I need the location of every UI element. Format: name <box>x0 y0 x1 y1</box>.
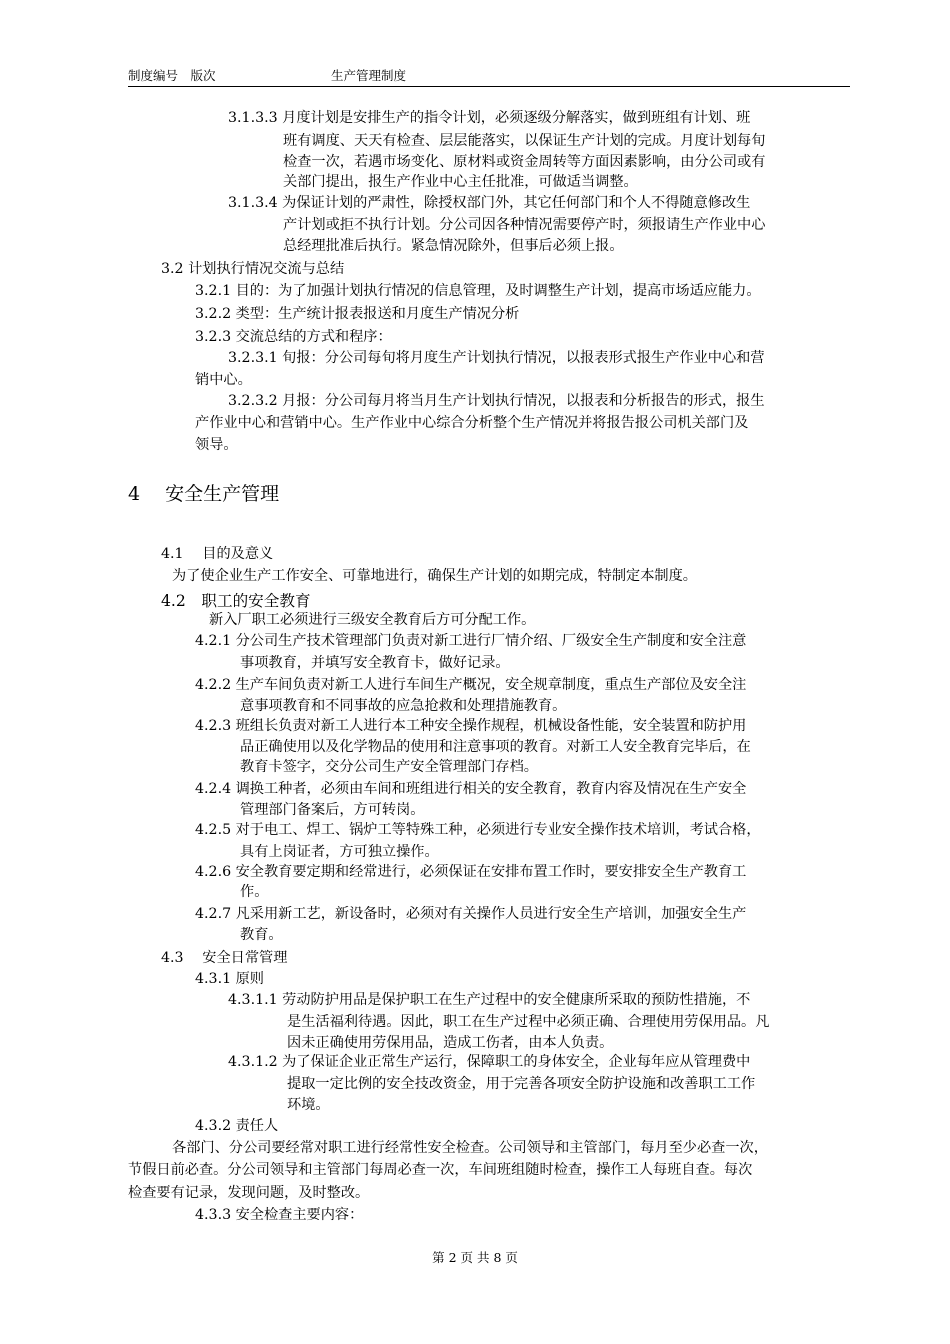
para-line: 4.2.6 安全教育要定期和经常进行，必须保证在安排布置工作时，要安排安全生产教育工 <box>195 864 747 880</box>
section-heading: 4.3 安全日常管理 <box>161 950 288 966</box>
para-line: 管理部门备案后，方可转岗。 <box>240 802 425 818</box>
para-line: 3.2.2 类型：生产统计报表报送和月度生产情况分析 <box>195 306 520 322</box>
para-line: 4.3.3 安全检查主要内容： <box>195 1207 364 1223</box>
para-line: 3.1.3.4 为保证计划的严肃性，除授权部门外，其它任何部门和个人不得随意修改生 <box>228 195 751 211</box>
para-line: 检查一次，若遇市场变化、原材料或资金周转等方面因素影响，由分公司或有 <box>283 154 766 170</box>
para-line: 提取一定比例的安全技改资金，用于完善各项安全防护设施和改善职工工作 <box>287 1076 756 1092</box>
para-line: 4.3.2 责任人 <box>195 1118 279 1134</box>
para-line: 4.2.1 分公司生产技术管理部门负责对新工进行厂情介绍、厂级安全生产制度和安全注意 <box>195 633 747 649</box>
para-line: 意事项教育和不同事故的应急抢救和处理措施教育。 <box>240 698 567 714</box>
para-line: 3.2.1 目的：为了加强计划执行情况的信息管理，及时调整生产计划，提高市场适应能力。 <box>195 283 761 299</box>
para-line: 3.1.3.3 月度计划是安排生产的指令计划，必须逐级分解落实，做到班组有计划、班 <box>228 110 751 126</box>
para-line: 班有调度、天天有检查、层层能落实，以保证生产计划的完成。月度计划每旬 <box>283 133 766 149</box>
para-line: 4.2.4 调换工种者，必须由车间和班组进行相关的安全教育，教育内容及情况在生产安全 <box>195 781 747 797</box>
para-line: 环境。 <box>287 1097 330 1113</box>
chapter-heading: 4 安全生产管理 <box>128 483 280 505</box>
para-line: 销中心。 <box>195 372 252 388</box>
para-line: 作。 <box>240 884 269 900</box>
para-line: 检查要有记录，发现问题，及时整改。 <box>128 1185 370 1201</box>
para-line: 4.3.1 原则 <box>195 971 264 987</box>
section-heading: 4.2 职工的安全教育 <box>161 592 311 610</box>
para-line: 因未正确使用劳保用品，造成工伤者，由本人负责。 <box>287 1035 614 1051</box>
page-header <box>128 66 850 87</box>
header-title: 生产管理制度 <box>331 68 407 83</box>
para-line: 领导。 <box>195 437 238 453</box>
para-line: 品正确使用以及化学物品的使用和注意事项的教育。对新工人安全教育完毕后，在 <box>240 739 751 755</box>
para-line: 为了使企业生产工作安全、可靠地进行，确保生产计划的如期完成，特制定本制度。 <box>172 568 697 584</box>
para-line: 4.2.2 生产车间负责对新工人进行车间生产概况，安全规章制度，重点生产部位及安全注 <box>195 677 747 693</box>
para-line: 3.2.3.1 旬报：分公司每旬将月度生产计划执行情况，以报表形式报生产作业中心和营 <box>228 350 765 366</box>
para-line: 是生活福利待遇。因此，职工在生产过程中必须正确、合理使用劳保用品。凡 <box>287 1014 770 1030</box>
para-line: 教育卡签字，交分公司生产安全管理部门存档。 <box>240 759 538 775</box>
page-footer: 第 2 页 共 8 页 <box>432 1250 518 1265</box>
section-heading: 4.1 目的及意义 <box>161 546 274 562</box>
para-line: 4.3.1.1 劳动防护用品是保护职工在生产过程中的安全健康所采取的预防性措施，不 <box>228 992 751 1008</box>
para-line: 总经理批准后执行。紧急情况除外，但事后必须上报。 <box>283 238 624 254</box>
para-line: 4.3.1.2 为了保证企业正常生产运行，保障职工的身体安全，企业每年应从管理费中 <box>228 1054 751 1070</box>
para-line: 具有上岗证者，方可独立操作。 <box>240 844 439 860</box>
para-line: 教育。 <box>240 927 283 943</box>
para-line: 各部门、分公司要经常对职工进行经常性安全检查。公司领导和主管部门，每月至少必查一次， <box>172 1140 768 1156</box>
para-line: 产作业中心和营销中心。生产作业中心综合分析整个生产情况并将报告报公司机关部门及 <box>195 415 749 431</box>
para-line: 节假日前必查。分公司领导和主管部门每周必查一次，车间班组随时检查，操作工人每班自查。每次 <box>128 1162 753 1178</box>
para-line: 关部门提出，报生产作业中心主任批准，可做适当调整。 <box>283 174 638 190</box>
para-line: 新入厂职工必须进行三级安全教育后方可分配工作。 <box>209 612 536 628</box>
section-heading: 3.2 计划执行情况交流与总结 <box>161 261 345 277</box>
para-line: 产计划或拒不执行计划。分公司因各种情况需要停产时，须报请生产作业中心 <box>283 217 766 233</box>
para-line: 3.2.3.2 月报：分公司每月将当月生产计划执行情况，以报表和分析报告的形式，报生 <box>228 393 765 409</box>
para-line: 4.2.3 班组长负责对新工人进行本工种安全操作规程，机械设备性能，安全装置和防护用 <box>195 718 747 734</box>
header-doc-number: 制度编号 版次 <box>128 68 216 83</box>
para-line: 事项教育，并填写安全教育卡，做好记录。 <box>240 655 510 671</box>
para-line: 4.2.5 对于电工、焊工、锅炉工等特殊工种，必须进行专业安全操作技术培训，考试合格， <box>195 822 761 838</box>
para-line: 4.2.7 凡采用新工艺，新设备时，必须对有关操作人员进行安全生产培训，加强安全生产 <box>195 906 747 922</box>
para-line: 3.2.3 交流总结的方式和程序： <box>195 329 392 345</box>
